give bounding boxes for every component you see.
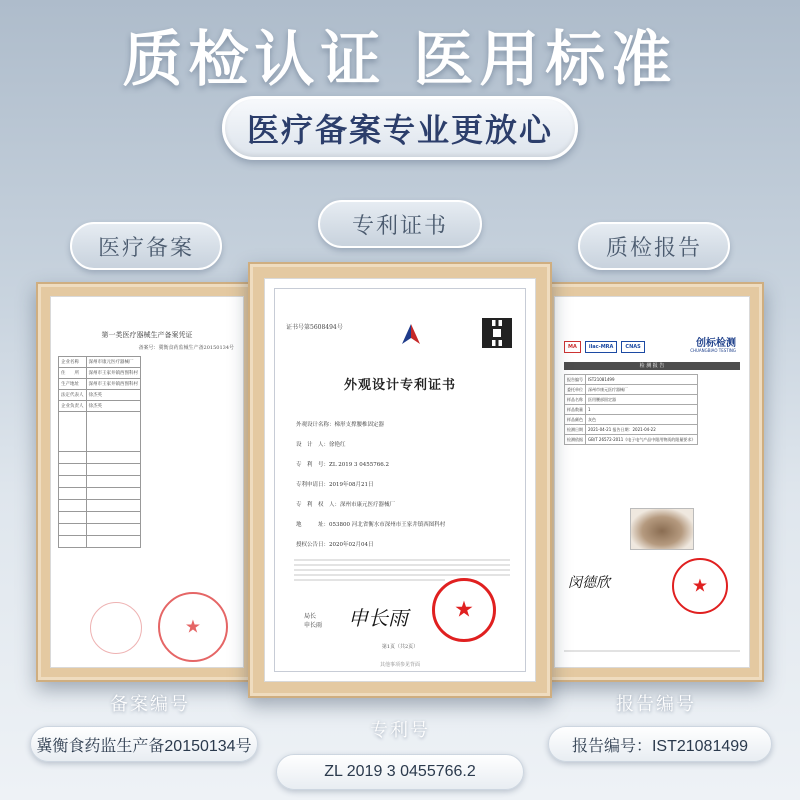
table-row: [565, 425, 698, 435]
product-photo: [630, 508, 694, 550]
table-cell: 住 所: [59, 368, 87, 379]
table-cell: 生产地址: [59, 379, 87, 390]
table-cell: 委托单位: [565, 385, 586, 395]
table-cell: 深州市康元医疗器械厂: [586, 385, 698, 395]
official-seal-icon: ★: [158, 592, 228, 662]
filing-doc-title: 第一类医疗器械生产备案凭证: [101, 331, 193, 339]
table-row: [59, 452, 141, 464]
table-cell: 灰色: [586, 415, 698, 425]
report-footer-line: [564, 650, 740, 652]
table-row: [59, 390, 141, 401]
table-cell: 2021-04-21 报告日期：2021-04-22: [586, 425, 698, 435]
table-row: [59, 512, 141, 524]
qr-code-icon: [482, 318, 512, 348]
document-medical-filing: [50, 296, 244, 668]
patent-number-badge: [276, 754, 524, 790]
table-row: [59, 368, 141, 379]
table-cell: 深州市王家井镇西图科村: [86, 368, 141, 379]
certificate-number: 证书号第5608494号: [286, 324, 343, 331]
table-row: [565, 405, 698, 415]
patent-number-value: ZL 2019 3 0455766.2: [324, 763, 476, 780]
certificate-body-lines: [294, 556, 510, 584]
page-title: 质检认证 医用标准: [122, 25, 678, 95]
table-row: [59, 476, 141, 488]
report-table: [564, 374, 698, 445]
frame-medical-filing: [36, 282, 258, 682]
certificate-field: 专利申请日：2019年08月21日: [296, 482, 374, 488]
caption-report-number: 报告编号: [616, 694, 696, 715]
document-patent-certificate: [264, 278, 536, 682]
table-row: [565, 385, 698, 395]
patent-office-logo-icon: [398, 322, 424, 348]
table-row: [59, 536, 141, 548]
table-cell: 医用腰部固定器: [586, 395, 698, 405]
table-row: [59, 379, 141, 390]
testing-brand-sub: CHUANGBIAO TESTING: [690, 348, 736, 353]
table-cell: 样品数量: [565, 405, 586, 415]
label-patent-certificate: [318, 200, 482, 248]
table-cell: 检测日期: [565, 425, 586, 435]
filing-doc-table: [58, 356, 141, 548]
table-cell: 法定代表人: [59, 390, 87, 401]
national-seal-icon: ★: [432, 578, 496, 642]
frame-patent-certificate: [248, 262, 552, 698]
table-row: [59, 500, 141, 512]
table-row: [565, 375, 698, 385]
table-cell: IST21081499: [586, 375, 698, 385]
table-row: [59, 524, 141, 536]
table-cell: 企业负责人: [59, 401, 87, 412]
certificate-field: 设 计 人：徐艳红: [296, 442, 346, 448]
certificate-field: 外观设计名称：梯形支撑腰椎固定器: [296, 422, 385, 428]
table-cell: 企业名称: [59, 357, 87, 368]
report-signature: 闵德欣: [568, 575, 610, 591]
certificate-field: 专 利 权 人：深州市康元医疗器械厂: [296, 502, 396, 508]
table-cell: 徐杰英: [86, 401, 141, 412]
report-table-title: 检 测 报 告: [564, 362, 740, 370]
table-cell: 样品名称: [565, 395, 586, 405]
table-cell: 深州市王家井镇西图科村: [86, 379, 141, 390]
certificate-field: 专 利 号：ZL 2019 3 0455766.2: [296, 462, 389, 468]
document-inspection-report: [554, 296, 750, 668]
ma-badge-icon: MA: [564, 341, 581, 353]
certificate-title: 外观设计专利证书: [343, 378, 456, 393]
table-cell: 深州市康元医疗器械厂: [86, 357, 141, 368]
table-row: [565, 395, 698, 405]
report-number-value: 报告编号：IST21081499: [571, 737, 749, 755]
table-cell: GB/T 26572-2011《电子电气产品中限用物质的限量要求》: [586, 435, 698, 445]
label-inspection-report-text: 质检报告: [605, 235, 702, 261]
label-patent-certificate-text: 专利证书: [351, 213, 448, 239]
certificate-page: 第1页（共2页）: [381, 644, 419, 650]
table-cell: 报告编号: [565, 375, 586, 385]
table-row: [565, 415, 698, 425]
table-cell: 1: [586, 405, 698, 415]
testing-brand: 创标检测: [696, 338, 736, 349]
director-signature: 申长雨: [348, 606, 408, 630]
table-cell: 徐杰英: [86, 390, 141, 401]
table-row: [59, 357, 141, 368]
certificate-footer: 其他事项参见背面: [379, 662, 420, 668]
frame-inspection-report: [540, 282, 764, 682]
table-row: [59, 488, 141, 500]
faded-stamp-icon: [90, 602, 142, 654]
testing-seal-icon: ★: [672, 558, 728, 614]
filing-number-value: 冀衡食药监生产备20150134号: [36, 737, 252, 755]
certificate-field: 授权公告日：2020年02月04日: [296, 542, 374, 548]
label-medical-filing-text: 医疗备案: [97, 235, 194, 261]
filing-doc-number: 备案号：冀衡食药监械生产备20150134号: [138, 345, 234, 351]
table-row: [59, 401, 141, 412]
cnas-badge-icon: CNAS: [621, 341, 644, 353]
report-number-badge: [548, 726, 772, 762]
caption-patent-number: 专利号: [370, 720, 430, 741]
director-label: 局长 申长雨: [304, 613, 323, 629]
table-row: [565, 435, 698, 445]
table-cell: 样品颜色: [565, 415, 586, 425]
certificate-field: 地 址：053800 河北省衡水市深州市王家井镇西图科村: [296, 522, 446, 528]
table-cell: 检测依据: [565, 435, 586, 445]
label-inspection-report: [578, 222, 730, 270]
filing-number-badge: [30, 726, 258, 762]
caption-filing-number: 备案编号: [110, 694, 190, 715]
subtitle-text: 医疗备案专业更放心: [246, 111, 553, 149]
label-medical-filing: [70, 222, 222, 270]
subtitle-badge: [222, 96, 578, 160]
ilac-badge-icon: ilac-MRA: [585, 341, 618, 353]
table-row: [59, 464, 141, 476]
table-row: [59, 412, 141, 452]
